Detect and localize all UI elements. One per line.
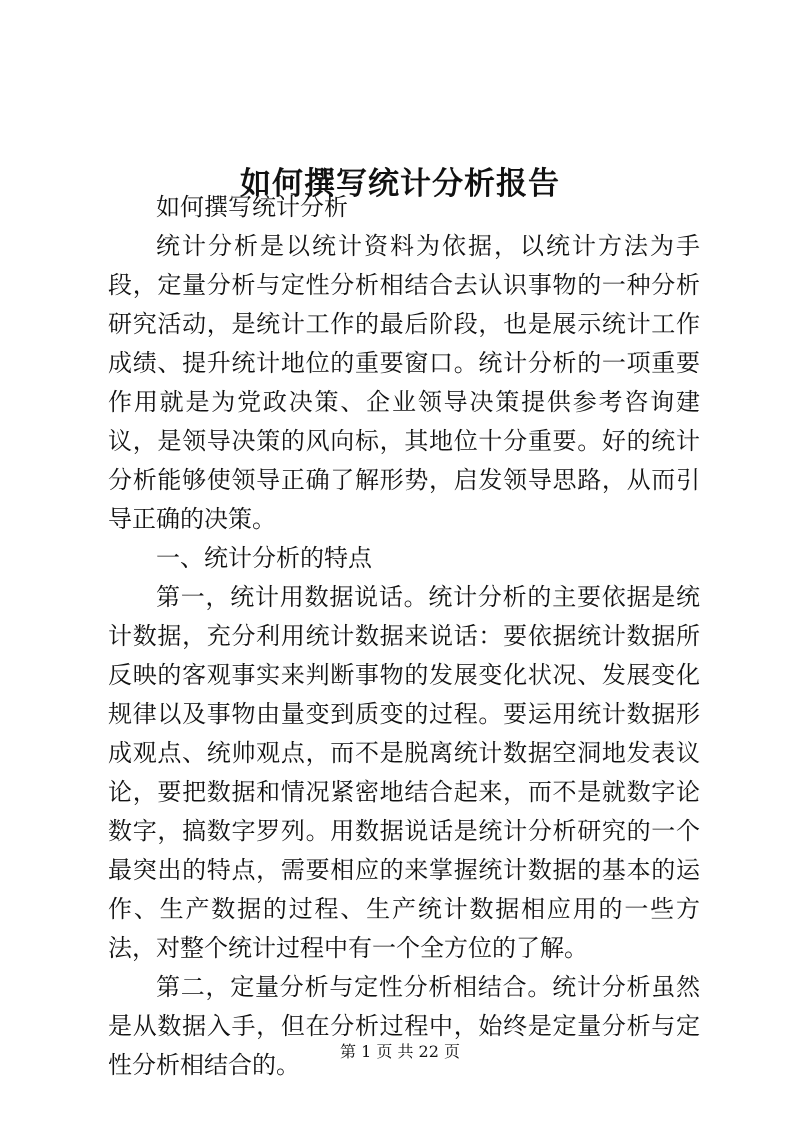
- paragraph-intro: 统计分析是以统计资料为依据，以统计方法为手段，定量分析与定性分析相结合去认识事物的一种分析研究活动，是统计工作的最后阶段，也是展示统计工作成绩、提升统计地位的重要窗口。统计分析的一项重要作用就是为党政决策、企业领导决策提供参考咨询建议，是领导决策的风向标，其地位十分重要。好的统计分析能够使领导正确了解形势，启发领导思路，从而引导正确的决策。: [108, 232, 700, 533]
- paragraph-subtitle: 如何撰写统计分析: [156, 193, 348, 221]
- section-heading: 一、统计分析的特点: [156, 544, 372, 572]
- paragraph-first-feature: 第一，统计用数据说话。统计分析的主要依据是统计数据，充分利用统计数据来说话：要依据统计数据所反映的客观事实来判断事物的发展变化状况、发展变化规律以及事物由量变到质变的过程。要运用统计数据形成观点、统帅观点，而不是脱离统计数据空洞地发表议论，要把数据和情况紧密地结合起来，而不是就数字论数字，搞数字罗列。用数据说话是统计分析研究的一个最突出的特点，需要相应的来掌握统计数据的基本的运作、生产数据的过程、生产统计数据相应用的一些方法，对整个统计过程中有一个全方位的了解。: [108, 583, 700, 962]
- paragraph-second-feature: 第二，定量分析与定性分析相结合。统计分析虽然是从数据入手，但在分析过程中，始终是定量分析与定性分析相结合的。: [108, 973, 700, 1079]
- document-body: [108, 188, 700, 1085]
- page-footer: 第 1 页 共 22 页: [340, 1042, 460, 1061]
- document-title: 如何撰写统计分析报告: [240, 165, 560, 202]
